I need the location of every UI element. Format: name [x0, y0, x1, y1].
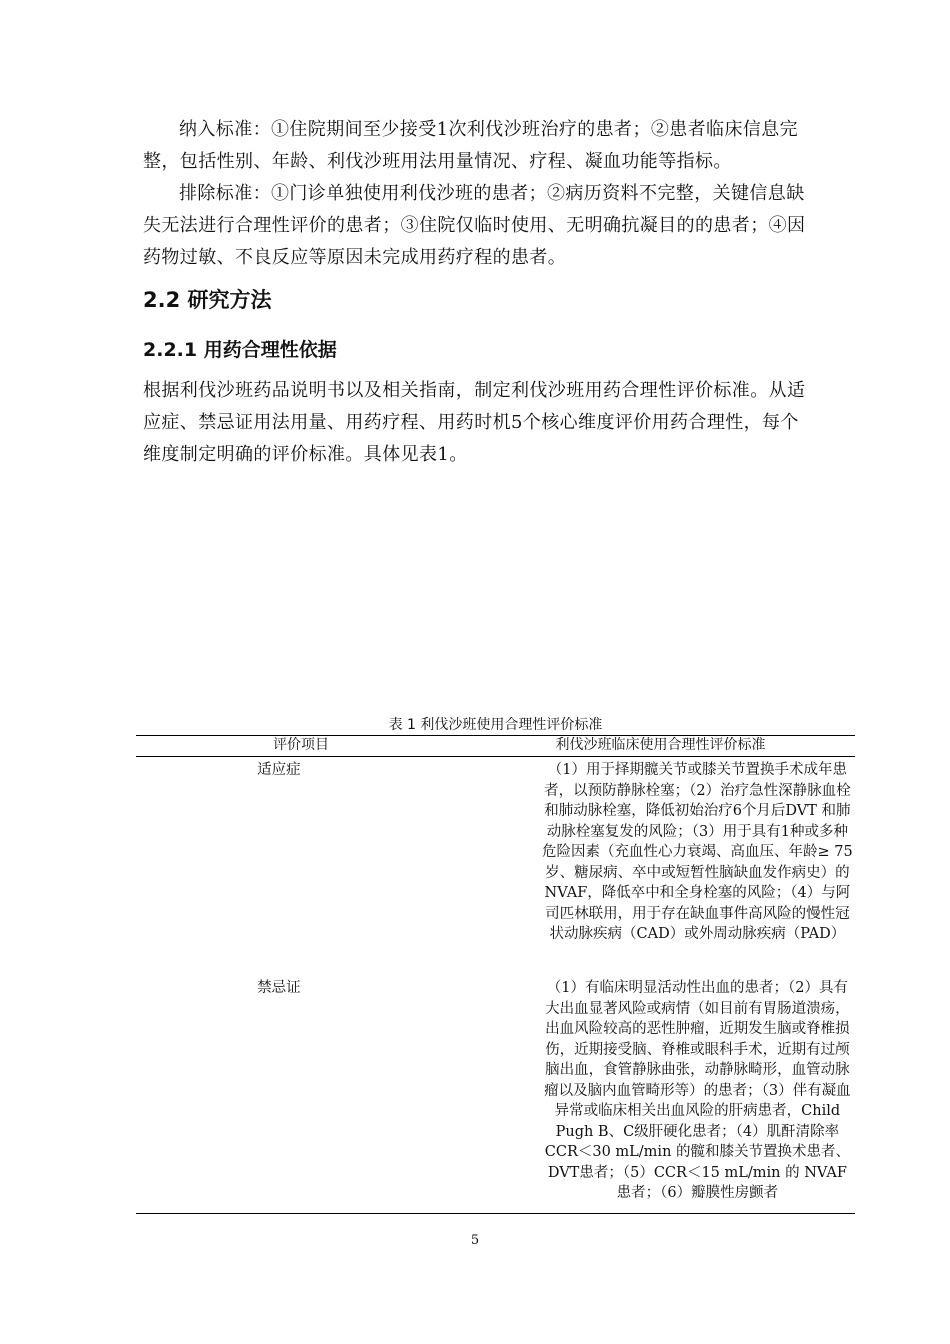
section-heading-research-methods: 2.2 研究方法 [143, 288, 272, 312]
table-cell-standard: （1）有临床明显活动性出血的患者；（2）具有大出血显著风险或病情（如目前有胃肠道溃疡，出血风险较高的恶性肿瘤，近期发生脑或脊椎损伤，近期接受脑、脊椎或眼科手术，近期有过颅脑出血，食管静脉曲张，动静脉畸形，血管动脉瘤以及脑内血管畸形等）的患者；（3）伴有凝血异常或临床相关出血风险的肝病患者，Child Pugh B、C级肝硬化患者；（4）肌酐清除率CCR＜30 mL/min 的髋和膝关节置换术患者、DVT患者；（5）CCR＜15 mL/min 的 NVAF 患者；（6）瓣膜性房颤者 [544, 980, 851, 1201]
table-bottom-rule [136, 1213, 855, 1214]
evaluation-criteria-table [136, 735, 855, 1214]
table-row [136, 757, 855, 975]
table-row [136, 975, 855, 1213]
table-cell-item: 禁忌证 [257, 980, 301, 996]
table-header-standard: 利伐沙班临床使用合理性评价标准 [555, 737, 766, 753]
table-caption: 表 1 利伐沙班使用合理性评价标准 [388, 717, 603, 733]
inclusion-criteria-paragraph: 纳入标准：①住院期间至少接受1次利伐沙班治疗的患者；②患者临床信息完整，包括性别、年龄、利伐沙班用法用量情况、疗程、凝血功能等指标。 [143, 119, 799, 172]
table-header-item: 评价项目 [273, 737, 329, 753]
subsection-heading-rationality-basis: 2.2.1 用药合理性依据 [143, 339, 337, 361]
page-number: 5 [470, 1233, 480, 1248]
basis-paragraph: 根据利伐沙班药品说明书以及相关指南，制定利伐沙班用药合理性评价标准。从适应症、禁忌证用法用量、用药疗程、用药时机5个核心维度评价用药合理性，每个维度制定明确的评价标准。具体见表1。 [143, 380, 806, 465]
table-cell-item: 适应症 [257, 762, 301, 778]
table-cell-standard: （1）用于择期髋关节或膝关节置换手术成年患者，以预防静脉栓塞；（2）治疗急性深静脉血栓和肺动脉栓塞，降低初始治疗6个月后DVT 和肺动脉栓塞复发的风险；（3）用于具有1种或多种危险因素（充血性心力衰竭、高血压、年龄≥ 75岁、糖尿病、卒中或短暂性脑缺血发作病史）的NVAF，降低卒中和全身栓塞的风险；（4）与阿司匹林联用，用于存在缺血事件高风险的慢性冠状动脉疾病（CAD）或外周动脉疾病（PAD） [542, 762, 853, 942]
exclusion-criteria-paragraph: 排除标准：①门诊单独使用利伐沙班的患者；②病历资料不完整，关键信息缺失无法进行合理性评价的患者；③住院仅临时使用、无明确抗凝目的的患者；④因药物过敏、不良反应等原因未完成用药疗程的患者。 [143, 183, 806, 268]
table-header-row [136, 736, 855, 756]
